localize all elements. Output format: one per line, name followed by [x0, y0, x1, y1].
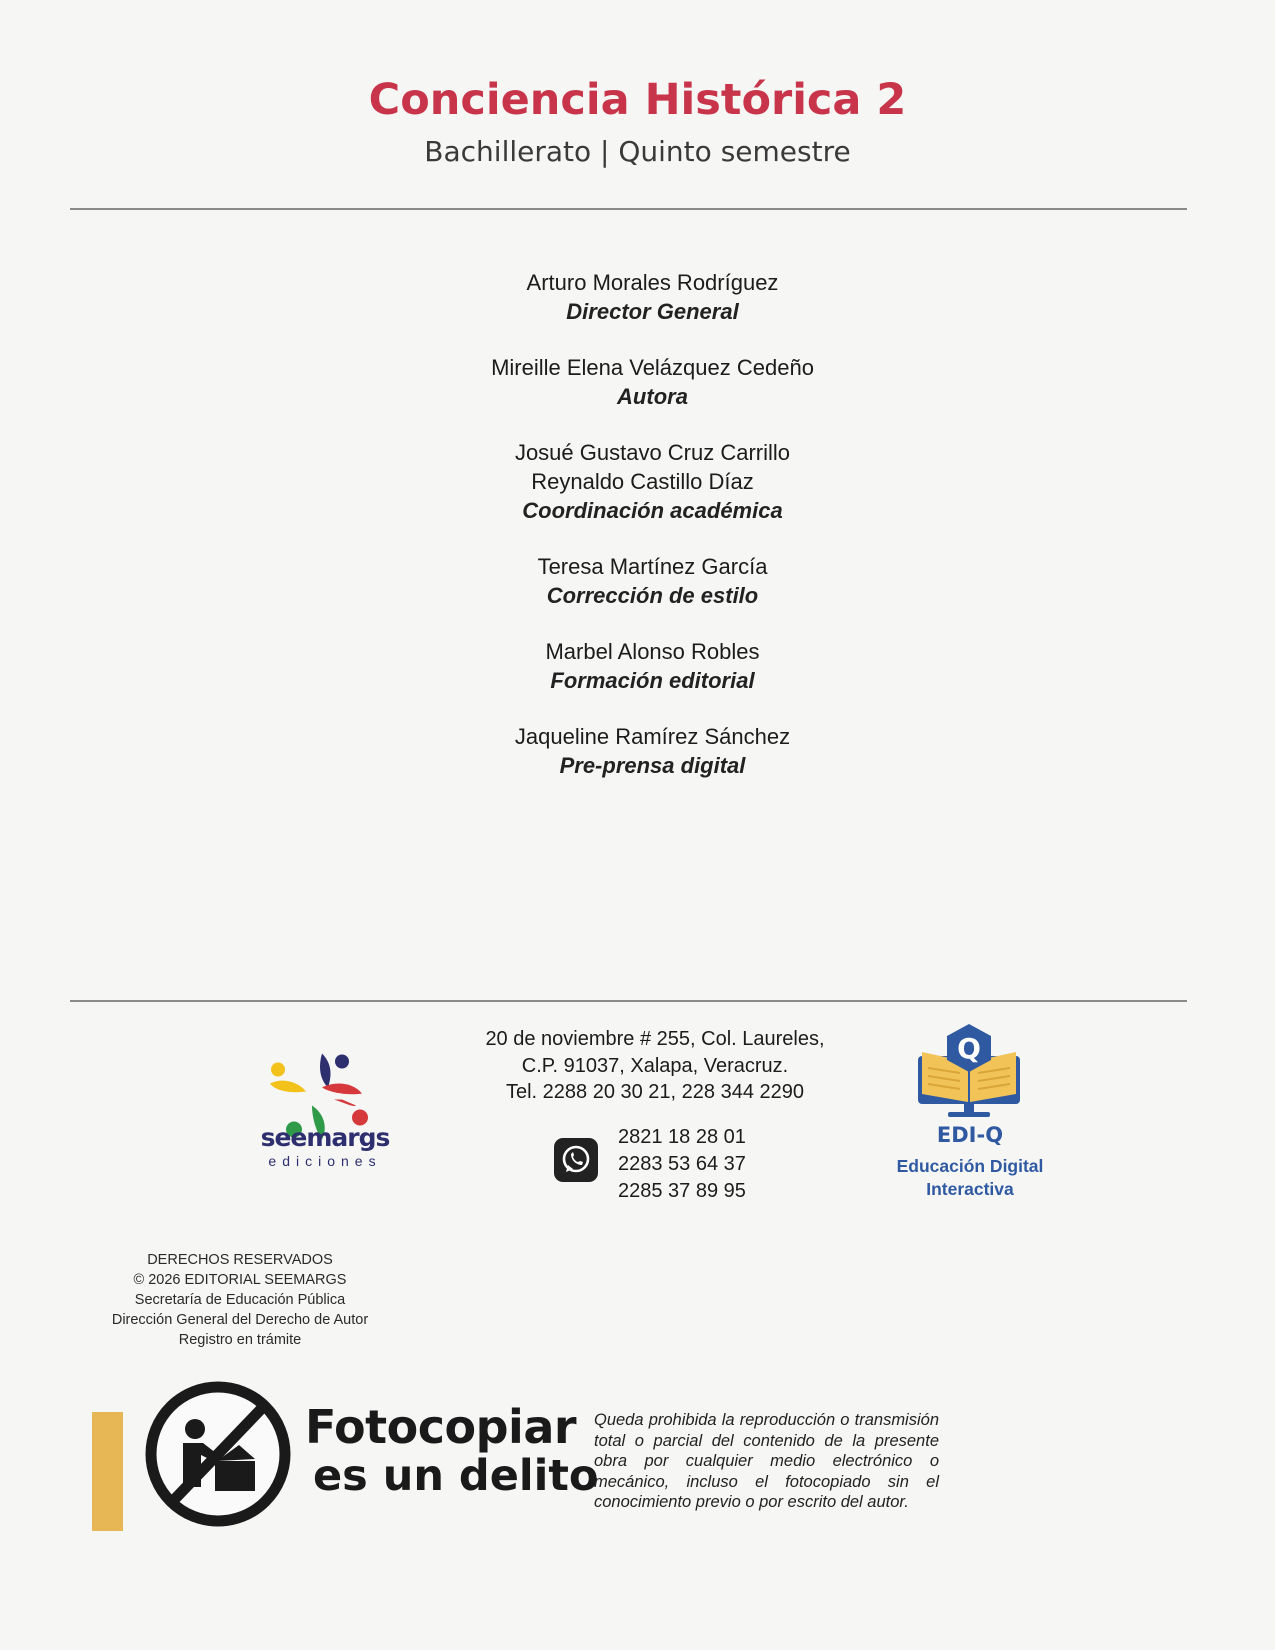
- phone-number: 2283 53 64 37: [618, 1153, 746, 1175]
- tagline-line: Educación Digital: [896, 1156, 1044, 1176]
- credit-name: Marbel Alonso Robles: [545, 639, 760, 664]
- credit-name: Josué Gustavo Cruz Carrillo: [514, 440, 791, 465]
- credits-list: [0, 268, 1275, 807]
- credit-coordination: [0, 438, 1275, 525]
- publisher-address: [460, 1026, 850, 1106]
- phone-number: 2285 37 89 95: [618, 1180, 746, 1202]
- address-line: Tel. 2288 20 30 21, 228 344 2290: [505, 1081, 805, 1103]
- accent-bar: [92, 1412, 123, 1531]
- no-photocopy-icon: [143, 1377, 293, 1532]
- svg-text:Q: Q: [957, 1032, 981, 1065]
- credit-role: Formación editorial: [550, 668, 755, 693]
- credit-director: [0, 268, 1275, 326]
- credit-name: Arturo Morales Rodríguez: [526, 270, 779, 295]
- bottom-divider: [70, 1000, 1187, 1002]
- ediq-tagline: [880, 1155, 1060, 1201]
- credit-prepress: [0, 722, 1275, 780]
- rights-line: © 2026 EDITORIAL SEEMARGS: [133, 1272, 347, 1288]
- credit-name: Mireille Elena Velázquez Cedeño: [491, 355, 814, 380]
- rights-line: Secretaría de Educación Pública: [134, 1292, 346, 1308]
- seemargs-subword: ediciones: [268, 1153, 382, 1169]
- credit-role: Director General: [566, 299, 739, 324]
- notice-headline-2: es un delito: [313, 1451, 599, 1501]
- notice-headline: Fotocopiar: [305, 1400, 577, 1454]
- credit-role: Pre-prensa digital: [559, 753, 746, 778]
- seemargs-wordmark: seemargs: [260, 1123, 390, 1152]
- credit-role: Coordinación académica: [522, 498, 783, 523]
- credit-editorial: [0, 637, 1275, 695]
- ediq-logo-icon: [914, 1022, 1024, 1122]
- rights-line: Dirección General del Derecho de Autor: [111, 1312, 369, 1328]
- ediq-wordmark: EDI-Q: [936, 1123, 1004, 1147]
- page-title: Conciencia Histórica 2: [368, 75, 907, 125]
- rights-notice: [90, 1250, 390, 1350]
- credit-role: Autora: [617, 384, 688, 409]
- credit-author: [0, 353, 1275, 411]
- address-line: 20 de noviembre # 255, Col. Laureles,: [485, 1028, 825, 1050]
- phone-number: 2821 18 28 01: [618, 1126, 746, 1148]
- rights-line: Registro en trámite: [178, 1332, 302, 1348]
- credit-name: Reynaldo Castillo Díaz: [531, 469, 754, 494]
- rights-line: DERECHOS RESERVADOS: [147, 1252, 333, 1268]
- credit-name: Jaqueline Ramírez Sánchez: [514, 724, 791, 749]
- page-subtitle: Bachillerato | Quinto semestre: [424, 135, 851, 168]
- credit-role: Corrección de estilo: [546, 583, 759, 608]
- tagline-line: Interactiva: [926, 1179, 1014, 1199]
- top-divider: [70, 208, 1187, 210]
- credit-style-correction: [0, 552, 1275, 610]
- whatsapp-numbers: [618, 1124, 746, 1205]
- credit-name: Teresa Martínez García: [537, 554, 768, 579]
- legal-notice: Queda prohibida la reproducción o transmisión total o parcial del contenido de la presente obra por cualquier medio electrónico o mecánico, incluso el fotocopiado sin el conocimiento previo o por escrito del autor.: [594, 1411, 939, 1511]
- whatsapp-icon: [554, 1138, 598, 1182]
- address-line: C.P. 91037, Xalapa, Veracruz.: [521, 1054, 789, 1077]
